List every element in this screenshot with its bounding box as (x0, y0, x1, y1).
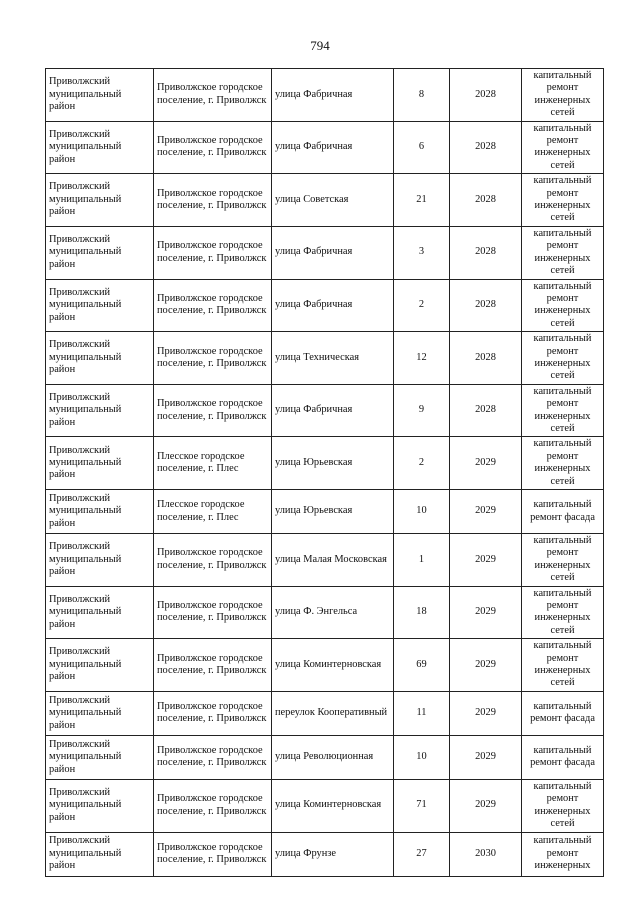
street-cell: улица Революционная (272, 735, 394, 779)
settlement-cell: Приволжское городское поселение, г. Приволжск (154, 332, 272, 385)
district-cell: Приволжский муниципальный район (46, 384, 154, 437)
street-cell: переулок Кооперативный (272, 691, 394, 735)
house-number-cell: 69 (394, 639, 450, 692)
house-number-cell: 18 (394, 586, 450, 639)
work-type-cell: капитальный ремонт фасада (522, 490, 604, 534)
district-cell: Приволжский муниципальный район (46, 779, 154, 832)
year-cell: 2028 (450, 69, 522, 122)
district-cell: Приволжский муниципальный район (46, 691, 154, 735)
year-cell: 2029 (450, 586, 522, 639)
table-row (46, 384, 604, 437)
district-cell: Приволжский муниципальный район (46, 279, 154, 332)
street-cell: улица Советская (272, 174, 394, 227)
work-type-cell: капитальный ремонт инженерных сетей (522, 226, 604, 279)
settlement-cell: Приволжское городское поселение, г. Приволжск (154, 534, 272, 587)
work-type-cell: капитальный ремонт инженерных сетей (522, 639, 604, 692)
street-cell: улица Коминтерновская (272, 779, 394, 832)
settlement-cell: Приволжское городское поселение, г. Приволжск (154, 691, 272, 735)
year-cell: 2029 (450, 779, 522, 832)
street-cell: улица Техническая (272, 332, 394, 385)
settlement-cell: Приволжское городское поселение, г. Приволжск (154, 279, 272, 332)
table-row (46, 437, 604, 490)
district-cell: Приволжский муниципальный район (46, 174, 154, 227)
settlement-cell: Плесское городское поселение, г. Плес (154, 490, 272, 534)
house-number-cell: 2 (394, 437, 450, 490)
register-table (45, 68, 604, 877)
table-row (46, 735, 604, 779)
year-cell: 2028 (450, 174, 522, 227)
house-number-cell: 21 (394, 174, 450, 227)
settlement-cell: Приволжское городское поселение, г. Приволжск (154, 586, 272, 639)
table-row (46, 174, 604, 227)
settlement-cell: Приволжское городское поселение, г. Приволжск (154, 384, 272, 437)
house-number-cell: 9 (394, 384, 450, 437)
house-number-cell: 12 (394, 332, 450, 385)
year-cell: 2028 (450, 384, 522, 437)
street-cell: улица Фабричная (272, 384, 394, 437)
work-type-cell: капитальный ремонт инженерных сетей (522, 586, 604, 639)
street-cell: улица Фабричная (272, 279, 394, 332)
settlement-cell: Приволжское городское поселение, г. Приволжск (154, 121, 272, 174)
district-cell: Приволжский муниципальный район (46, 121, 154, 174)
district-cell: Приволжский муниципальный район (46, 639, 154, 692)
district-cell: Приволжский муниципальный район (46, 586, 154, 639)
table-row (46, 332, 604, 385)
table-row (46, 779, 604, 832)
year-cell: 2029 (450, 534, 522, 587)
year-cell: 2029 (450, 437, 522, 490)
house-number-cell: 10 (394, 735, 450, 779)
year-cell: 2029 (450, 735, 522, 779)
work-type-cell: капитальный ремонт инженерных сетей (522, 69, 604, 122)
year-cell: 2030 (450, 832, 522, 876)
street-cell: улица Фабричная (272, 121, 394, 174)
house-number-cell: 8 (394, 69, 450, 122)
table-row (46, 490, 604, 534)
year-cell: 2028 (450, 121, 522, 174)
district-cell: Приволжский муниципальный район (46, 490, 154, 534)
table-row (46, 832, 604, 876)
table-row (46, 534, 604, 587)
table-row (46, 279, 604, 332)
house-number-cell: 6 (394, 121, 450, 174)
street-cell: улица Юрьевская (272, 437, 394, 490)
district-cell: Приволжский муниципальный район (46, 437, 154, 490)
year-cell: 2028 (450, 332, 522, 385)
year-cell: 2029 (450, 691, 522, 735)
street-cell: улица Фрунзе (272, 832, 394, 876)
house-number-cell: 71 (394, 779, 450, 832)
street-cell: улица Фабричная (272, 226, 394, 279)
settlement-cell: Приволжское городское поселение, г. Приволжск (154, 779, 272, 832)
settlement-cell: Приволжское городское поселение, г. Приволжск (154, 174, 272, 227)
work-type-cell: капитальный ремонт инженерных (522, 832, 604, 876)
street-cell: улица Юрьевская (272, 490, 394, 534)
street-cell: улица Ф. Энгельса (272, 586, 394, 639)
district-cell: Приволжский муниципальный район (46, 226, 154, 279)
street-cell: улица Коминтерновская (272, 639, 394, 692)
year-cell: 2029 (450, 639, 522, 692)
district-cell: Приволжский муниципальный район (46, 534, 154, 587)
work-type-cell: капитальный ремонт инженерных сетей (522, 174, 604, 227)
street-cell: улица Фабричная (272, 69, 394, 122)
district-cell: Приволжский муниципальный район (46, 69, 154, 122)
house-number-cell: 27 (394, 832, 450, 876)
page-number: 794 (310, 38, 330, 53)
work-type-cell: капитальный ремонт инженерных сетей (522, 779, 604, 832)
work-type-cell: капитальный ремонт инженерных сетей (522, 279, 604, 332)
work-type-cell: капитальный ремонт инженерных сетей (522, 534, 604, 587)
table-row (46, 69, 604, 122)
work-type-cell: капитальный ремонт инженерных сетей (522, 332, 604, 385)
work-type-cell: капитальный ремонт фасада (522, 735, 604, 779)
settlement-cell: Приволжское городское поселение, г. Приволжск (154, 735, 272, 779)
settlement-cell: Приволжское городское поселение, г. Приволжск (154, 226, 272, 279)
work-type-cell: капитальный ремонт фасада (522, 691, 604, 735)
house-number-cell: 2 (394, 279, 450, 332)
street-cell: улица Малая Московская (272, 534, 394, 587)
work-type-cell: капитальный ремонт инженерных сетей (522, 384, 604, 437)
settlement-cell: Приволжское городское поселение, г. Приволжск (154, 69, 272, 122)
table-row (46, 226, 604, 279)
year-cell: 2029 (450, 490, 522, 534)
district-cell: Приволжский муниципальный район (46, 832, 154, 876)
table-row (46, 586, 604, 639)
house-number-cell: 11 (394, 691, 450, 735)
house-number-cell: 1 (394, 534, 450, 587)
settlement-cell: Плесское городское поселение, г. Плес (154, 437, 272, 490)
district-cell: Приволжский муниципальный район (46, 332, 154, 385)
table-row (46, 639, 604, 692)
work-type-cell: капитальный ремонт инженерных сетей (522, 121, 604, 174)
settlement-cell: Приволжское городское поселение, г. Приволжск (154, 639, 272, 692)
house-number-cell: 10 (394, 490, 450, 534)
table-row (46, 121, 604, 174)
table-row (46, 691, 604, 735)
district-cell: Приволжский муниципальный район (46, 735, 154, 779)
year-cell: 2028 (450, 279, 522, 332)
work-type-cell: капитальный ремонт инженерных сетей (522, 437, 604, 490)
settlement-cell: Приволжское городское поселение, г. Приволжск (154, 832, 272, 876)
year-cell: 2028 (450, 226, 522, 279)
house-number-cell: 3 (394, 226, 450, 279)
